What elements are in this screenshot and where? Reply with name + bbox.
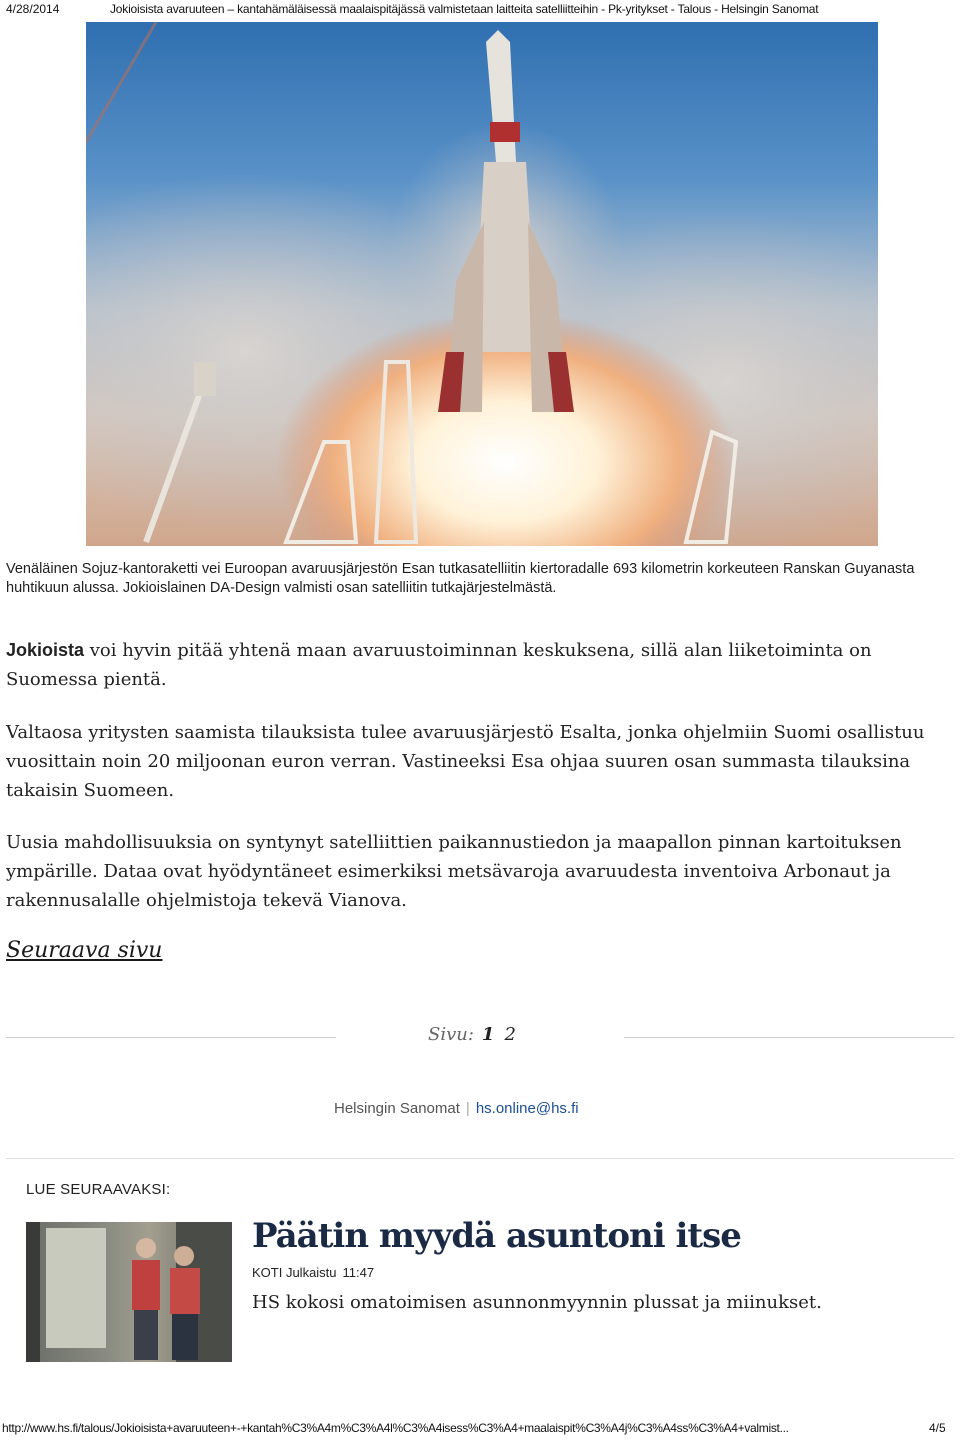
next-page-link[interactable]: Seuraava sivu <box>6 938 163 963</box>
pager-page-2[interactable]: 2 <box>504 1024 516 1045</box>
read-next-time: 11:47 <box>342 1265 375 1280</box>
read-next-section: KOTI Julkaistu <box>252 1265 337 1280</box>
people-image <box>26 1222 232 1362</box>
read-next-meta <box>252 1265 374 1280</box>
contact-email-link[interactable]: hs.online@hs.fi <box>475 1100 579 1117</box>
pager-divider-right <box>624 1037 954 1038</box>
lead-word: Jokioista <box>6 640 85 660</box>
rocket-launch-illustration <box>86 22 878 546</box>
read-next-title-link[interactable]: Päätin myydä asuntoni itse <box>252 1216 741 1256</box>
paragraph-1-text: voi hyvin pitää yhtenä maan avaruustoiminnan keskuksena, sillä alan liiketoiminta on Suomessa pientä. <box>6 640 872 690</box>
pager-divider-left <box>6 1037 336 1038</box>
publisher-contact <box>334 1100 579 1117</box>
read-next-heading: LUE SEURAAVAKSI: <box>26 1181 171 1198</box>
read-next-description: HS kokosi omatoimisen asunnonmyynnin plussat ja miinukset. <box>252 1292 822 1313</box>
print-url: http://www.hs.fi/talous/Jokioisista+avaruuteen+-+kantah%C3%A4m%C3%A4l%C3%A4isess%C3%A4+maalaispit%C3%A4j%C3%A4ss%C3%A4+valmist... <box>2 1421 789 1435</box>
contact-separator: | <box>465 1100 470 1117</box>
article-paragraph-2: Valtaosa yritysten saamista tilauksista tulee avaruusjärjestö Esalta, jonka ohjelmiin Suomi osallistuu vuosittain noin 20 miljoonan euron verran. Vastineeksi Esa ohjaa suuren osan summasta tilauksina takaisin Suomeen. <box>6 722 925 801</box>
print-page-number: 4/5 <box>929 1421 946 1435</box>
rocket-launch-photo <box>86 22 878 546</box>
publisher-name: Helsingin Sanomat <box>334 1100 460 1117</box>
pager-label: Sivu: <box>428 1024 474 1045</box>
article-paragraph-1 <box>6 636 946 694</box>
article-paragraph-3: Uusia mahdollisuuksia on syntynyt satelliittien paikannustiedon ja maapallon pinnan kartoituksen ympärille. Dataa ovat hyödyntäneet esimerkiksi metsävaroja avaruudesta inventoiva Arbonaut ja rakennusalalle ohjelmistoja tekevä Vianova. <box>6 832 902 911</box>
photo-caption: Venäläinen Sojuz-kantoraketti vei Euroopan avaruusjärjestön Esan tutkasatelliitin kiertoradalle 693 kilometrin korkeuteen Ranskan Guyanasta huhtikuun alussa. Jokioislainen DA-Design valmisti osan satelliitin tutkajärjestelmästä. <box>6 561 915 596</box>
pager-page-1[interactable]: 1 <box>481 1024 495 1045</box>
section-divider <box>6 1158 954 1159</box>
print-date: 4/28/2014 <box>6 2 60 16</box>
print-page-title: Jokioisista avaruuteen – kantahämäläisessä maalaispitäjässä valmistetaan laitteita satelliitteihin - Pk-yritykset - Talous - Helsingin Sanomat <box>110 2 819 16</box>
read-next-thumbnail[interactable] <box>26 1222 232 1362</box>
pagination <box>428 1024 516 1045</box>
